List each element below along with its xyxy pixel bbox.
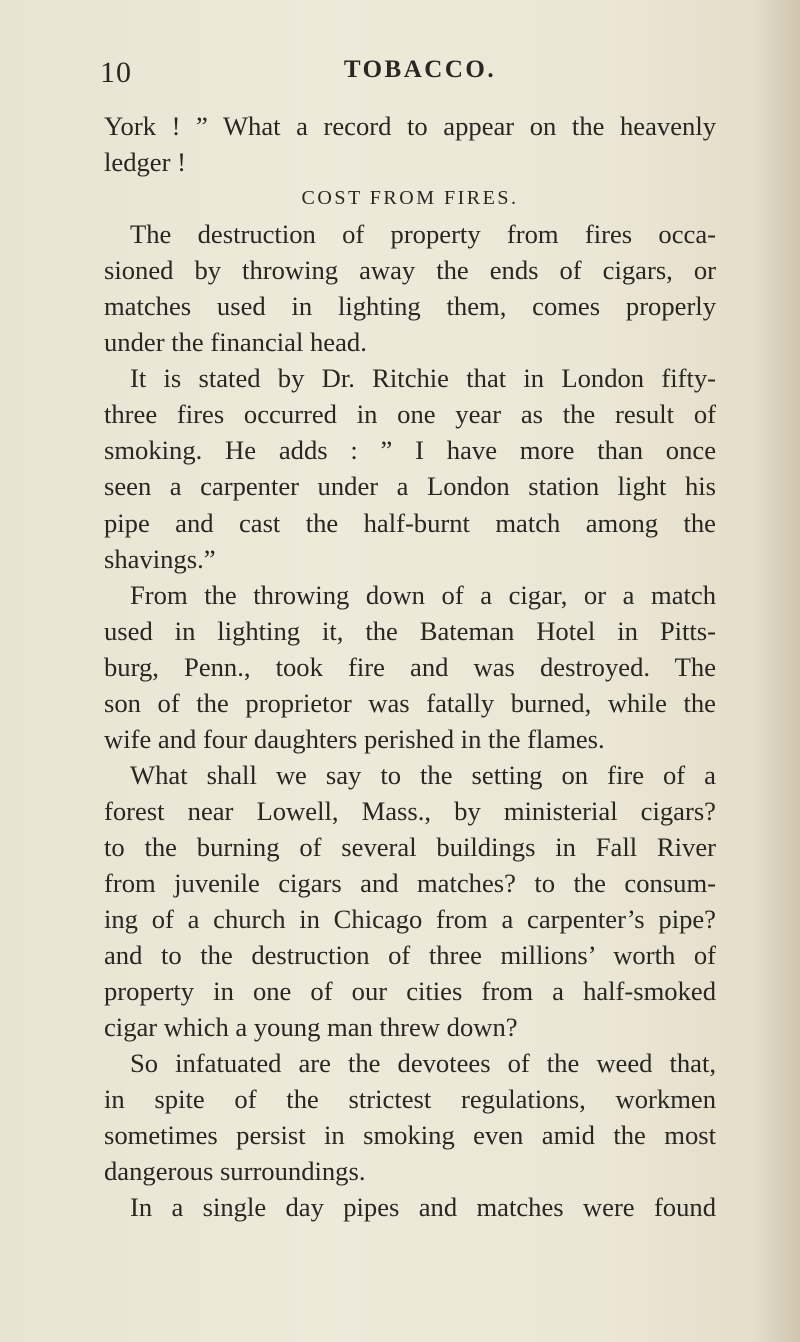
running-head (100, 56, 740, 96)
text-line: So infatuated are the devotees of the weed that, (130, 1048, 716, 1079)
page-edge-shadow (754, 0, 800, 1342)
text-line: in spite of the strictest regulations, workmen (104, 1084, 716, 1115)
text-line: York ! ” What a record to appear on the heavenly (104, 111, 716, 141)
text-line: In a single day pipes and matches were found (130, 1192, 716, 1223)
text-line: and to the destruction of three millions’ worth of (104, 940, 716, 971)
text-line: son of the proprietor was fatally burned, while the (104, 687, 716, 718)
text-line: used in lighting it, the Bateman Hotel in Pitts- (104, 615, 716, 646)
text-line: burg, Penn., took fire and was destroyed. The (104, 651, 716, 682)
text-line: wife and four daughters perished in the flames. (104, 723, 605, 754)
text-line: cigar which a young man threw down? (104, 1012, 518, 1043)
text-line: ing of a church in Chicago from a carpenter’s pipe? (104, 904, 716, 935)
body-text (104, 108, 716, 1225)
text-line: seen a carpenter under a London station light his (104, 471, 716, 502)
text-line: matches used in lighting them, comes properly (104, 291, 716, 322)
text-line: under the financial head. (104, 327, 367, 358)
text-line: sioned by throwing away the ends of cigars, or (104, 255, 716, 286)
text-line: smoking. He adds : ” I have more than once (104, 435, 716, 466)
text-line: to the burning of several buildings in Fall River (104, 831, 716, 862)
text-line: What shall we say to the setting on fire of a (130, 759, 716, 790)
text-line: From the throwing down of a cigar, or a match (130, 579, 716, 610)
text-line: sometimes persist in smoking even amid the most (104, 1120, 716, 1151)
text-line: from juvenile cigars and matches? to the consum- (104, 867, 716, 898)
text-line: The destruction of property from fires occa- (130, 219, 716, 250)
text-line: shavings.” (104, 543, 216, 574)
text-line: pipe and cast the half-burnt match among the (104, 507, 716, 538)
text-line: three fires occurred in one year as the result of (104, 399, 716, 430)
text-line: property in one of our cities from a half-smoked (104, 976, 716, 1007)
text-line: It is stated by Dr. Ritchie that in London fifty- (130, 363, 716, 394)
text-line: forest near Lowell, Mass., by ministerial cigars? (104, 795, 716, 826)
section-heading: COST FROM FIRES. (301, 187, 519, 210)
text-line: dangerous surroundings. (104, 1156, 366, 1187)
text-line: ledger ! (104, 147, 186, 178)
page-number: 10 (100, 56, 132, 89)
running-title: TOBACCO. (343, 56, 497, 83)
